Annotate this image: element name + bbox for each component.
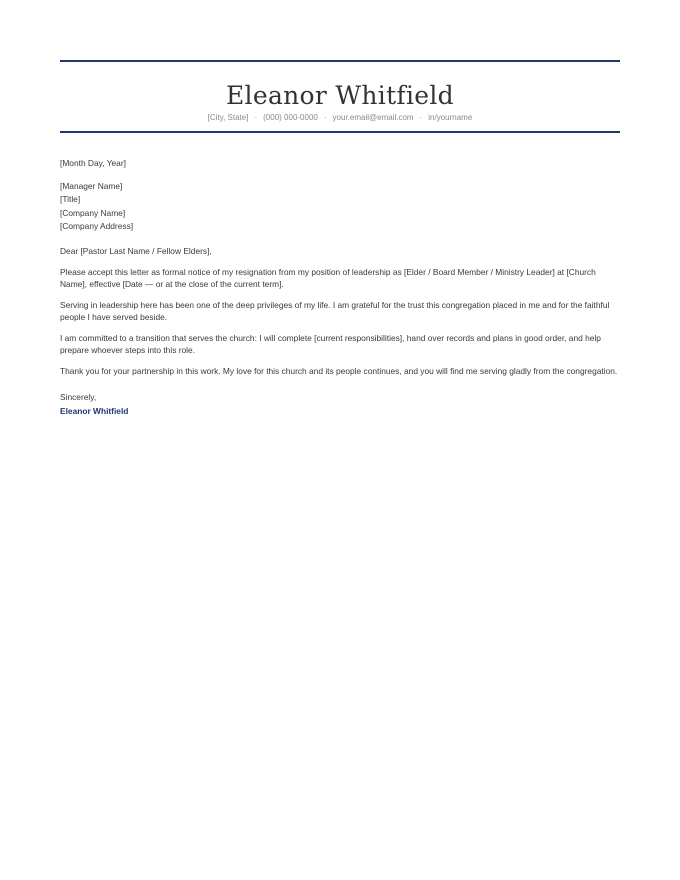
salutation: Dear [Pastor Last Name / Fellow Elders],: [60, 245, 212, 256]
recipient-name: [Manager Name]: [60, 181, 123, 191]
body-paragraph: I am committed to a transition that serves the church: I will complete [current responsibilities], hand over records and plans in good order, and help prepare whoever steps into this role.: [60, 332, 601, 355]
signature-name: Eleanor Whitfield: [60, 405, 129, 416]
contact-separator: ·: [323, 113, 327, 122]
body-paragraph: Please accept this letter as formal notice of my resignation from my position of leadership as [Elder / Board Member / Ministry Leader] at [Church Name], effective [Date — or at the close of the current term].: [60, 266, 596, 289]
sender-name-heading: Eleanor Whitfield: [226, 81, 454, 110]
body-paragraph: Thank you for your partnership in this work. My love for this church and its people continues, and you will find me serving gladly from the congregation.: [60, 365, 618, 376]
recipient-address: [Company Address]: [60, 221, 134, 232]
contact-line: [60, 112, 620, 124]
body-paragraph: Serving in leadership here has been one of the deep privileges of my life. I am grateful for the trust this congregation placed in me and for the faithful people I have served beside.: [60, 299, 610, 322]
contact-phone: (000) 000-0000: [263, 113, 318, 122]
contact-linkedin: in/yourname: [428, 113, 473, 122]
closing: Sincerely,: [60, 391, 97, 402]
recipient-block: [60, 180, 620, 234]
contact-separator: ·: [254, 113, 258, 122]
contact-separator: ·: [419, 113, 423, 122]
recipient-title: [Title]: [60, 194, 81, 205]
contact-email: your.email@email.com: [332, 113, 414, 122]
contact-location: [City, State]: [207, 113, 249, 122]
header-top-rule: [60, 60, 620, 62]
letter-date: [Month Day, Year]: [60, 158, 126, 168]
letter-body: [60, 157, 620, 418]
recipient-company: [Company Name]: [60, 207, 126, 218]
header-bottom-rule: [60, 131, 620, 133]
